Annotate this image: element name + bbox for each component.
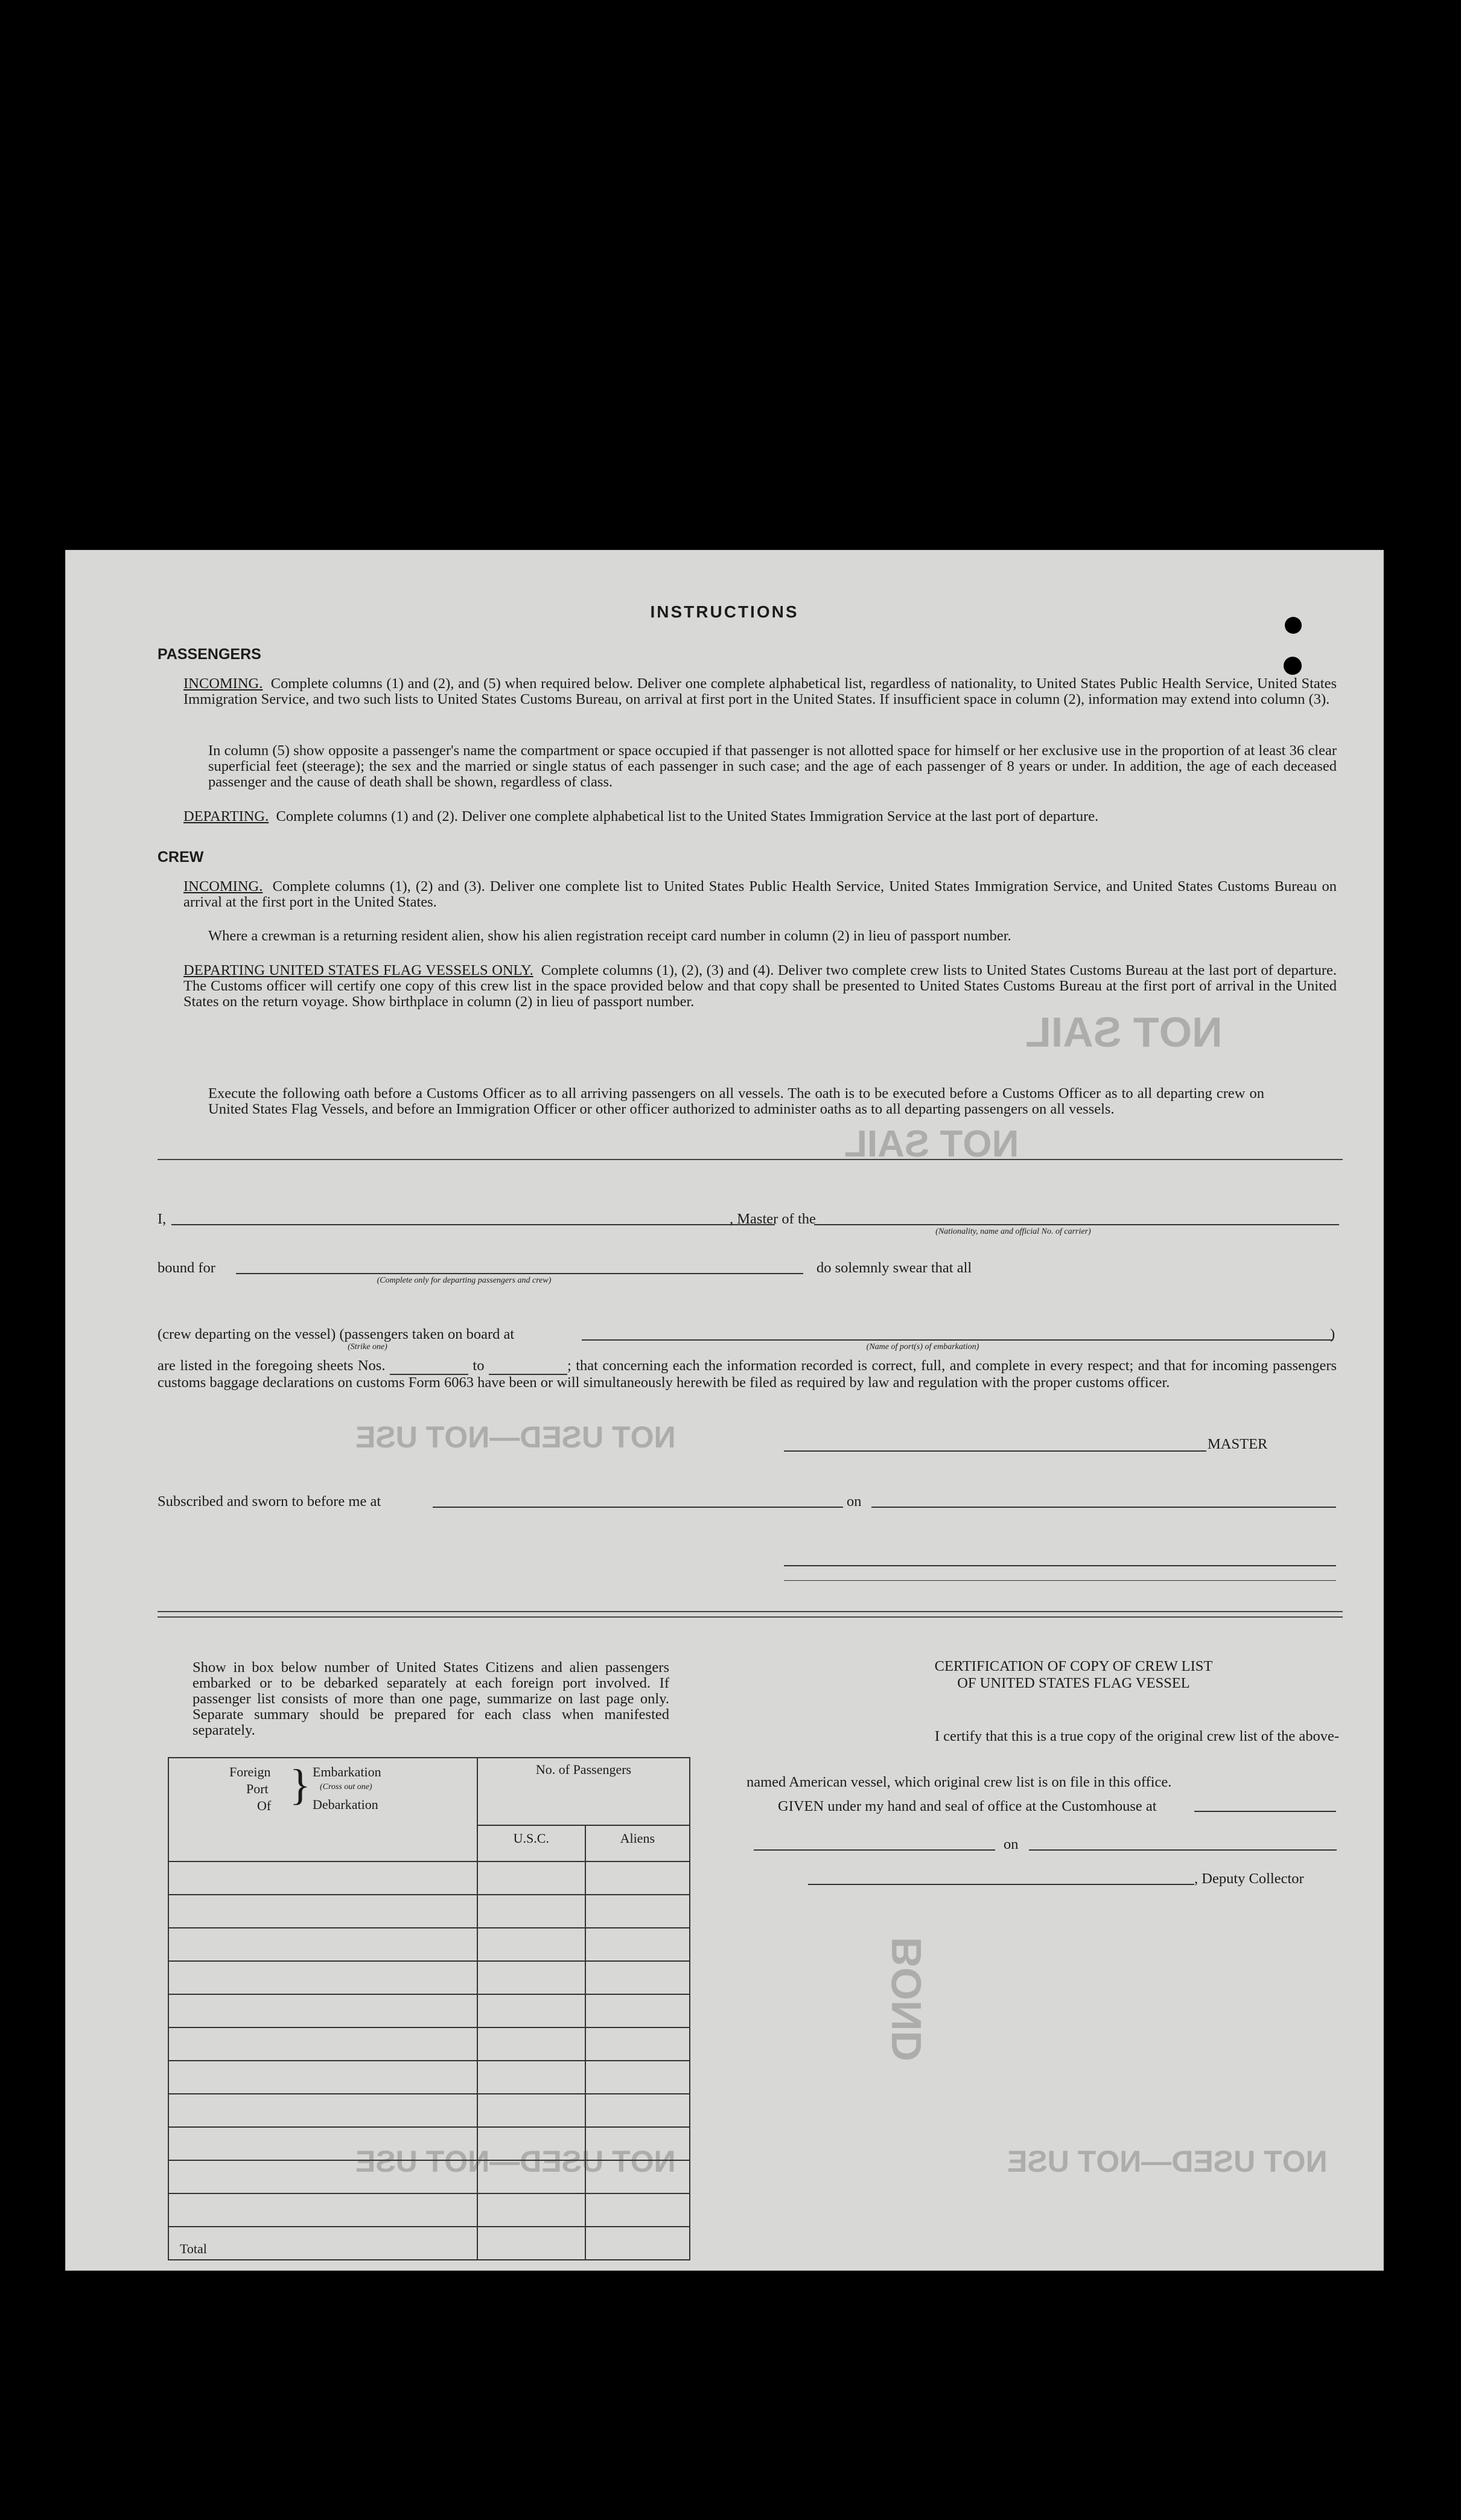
port-label: Port [246,1781,269,1796]
table-row [168,1928,690,1961]
bleed-through-not-sail-1: NOT SAIL [1025,1009,1223,1056]
crew-departing-text: Complete columns (1), (2), (3) and (4). Deliver two complete crew lists to United States Customs Bureau at the last port of departure. The Customs officer will certify one copy of this crew list in the space provided below and that copy shall be presented to United States Customs Bureau at the first port of arrival in the United States on the return voyage. Show birthplace in column (2) in lieu of passport number. [183,962,1337,1010]
certification-heading-2: OF UNITED STATES FLAG VESSEL [957,1675,1190,1691]
cross-out-caption: (Cross out one) [320,1782,372,1791]
table-row [168,2027,690,2061]
port-cell[interactable] [168,1861,477,1895]
aliens-cell[interactable] [585,1895,690,1928]
of-label: Of [257,1798,272,1813]
usc-cell[interactable] [477,2127,585,2160]
section-double-rule-bottom [158,1616,1343,1618]
document-page [65,550,1384,2271]
usc-cell[interactable] [477,2193,585,2227]
port-cell[interactable] [168,1994,477,2027]
passengers-incoming-text: Complete columns (1) and (2), and (5) when required below. Deliver one complete alphabetical list, regardless of nationality, to United States Public Health Service, United States Immigration Service, and two such lists to United States Customs Bureau, on arrival at first port in the United States. If insufficient space in column (2), information may extend into column (3). [183,675,1337,707]
table-row [168,2127,690,2160]
oath-i-label: I, [158,1211,167,1227]
usc-cell[interactable] [477,2160,585,2193]
certification-line-2: named American vessel, which original crew list is on file in this office. [746,1774,1172,1790]
bound-for-field[interactable] [236,1273,803,1274]
debarkation-label: Debarkation [313,1797,378,1812]
deputy-collector-label: , Deputy Collector [1194,1871,1304,1887]
oath-intro-paragraph: Execute the following oath before a Customs Officer as to all arriving passengers on all vessels. The oath is to be executed before a Customs Officer as to all departing crew on United States Flag Vessels, and before an Immigration Officer or other officer authorized to administer oaths as to all departing passengers on all vessels. [208,1085,1264,1117]
master-signature-field[interactable] [784,1450,1206,1452]
port-cell[interactable] [168,1895,477,1928]
usc-cell[interactable] [477,2094,585,2127]
sheet-to-field[interactable] [489,1358,567,1375]
usc-cell[interactable] [477,2027,585,2061]
usc-cell[interactable] [477,1928,585,1961]
certification-heading-1: CERTIFICATION OF COPY OF CREW LIST [934,1658,1213,1674]
port-cell[interactable] [168,2193,477,2227]
sheet-from-field[interactable] [390,1358,468,1375]
aliens-cell[interactable] [585,2160,690,2193]
subscribed-label: Subscribed and sworn to before me at [158,1493,381,1510]
port-cell[interactable] [168,1928,477,1961]
no-of-passengers-header: No. of Passengers [477,1758,690,1825]
solemnly-swear-text: do solemnly swear that all [816,1260,972,1276]
crew-heading: CREW [158,849,204,866]
usc-cell[interactable] [477,1861,585,1895]
crew-resident-paragraph: Where a crewman is a returning resident alien, show his alien registration receipt card number in column (2) in lieu of passport number. [208,928,1011,944]
aliens-header: Aliens [585,1825,690,1861]
certification-line-1: I certify that this is a true copy of the original crew list of the above- [934,1728,1339,1744]
summary-instructions: Show in box below number of United States Citizens and alien passengers embarked or to be debarked separately at each foreign port involved. If passenger list consists of more than one page, summarize on last page only. Separate summary should be prepared for each class when manifested separately. [193,1659,669,1738]
crew-departing-label: DEPARTING UNITED STATES FLAG VESSELS ONLY. [183,962,533,978]
name-port-caption: (Name of port(s) of embarkation) [866,1342,979,1351]
sworn-at-field[interactable] [433,1507,843,1508]
master-name-field[interactable] [171,1224,775,1225]
crew-departing-paragraph [183,963,1337,1010]
complete-only-caption: (Complete only for departing passengers and crew) [377,1276,552,1285]
usc-header: U.S.C. [477,1825,585,1861]
total-label: Total [168,2227,477,2260]
that-concerning-text: ; that concerning each the information recorded is correct, full, and complete in every respect; and that for incoming passengers customs baggage declarations on customs Form 6063 have been or will simultaneously herewith be filed as required by law and regulation with the proper customs officer. [158,1357,1337,1391]
foreign-label: Foreign [229,1764,271,1779]
certification-place-field[interactable] [754,1849,995,1851]
usc-cell[interactable] [477,2061,585,2094]
close-paren: ) [1330,1326,1335,1342]
aliens-cell[interactable] [585,2061,690,2094]
bleed-through-not-used-2: NOT USED—NOT USE [355,2145,676,2178]
crew-incoming-label: INCOMING. [183,878,263,895]
passengers-departing-text: Complete columns (1) and (2). Deliver one complete alphabetical list to the United States Immigration Service at the last port of departure. [276,808,1099,825]
usc-cell[interactable] [477,1895,585,1928]
aliens-cell[interactable] [585,1861,690,1895]
master-of-the-label: , Master of the [730,1211,816,1227]
aliens-cell[interactable] [585,2027,690,2061]
table-row [168,2160,690,2193]
section-double-rule-top [158,1611,1343,1612]
total-row [168,2227,690,2260]
bleed-through-not-sail-2: NOT SAIL [844,1123,1019,1165]
certification-date-field[interactable] [1029,1849,1337,1851]
are-listed-paragraph [158,1358,1337,1391]
passengers-departing-paragraph [183,809,1337,825]
customhouse-field[interactable] [1194,1811,1336,1812]
crew-incoming-text: Complete columns (1), (2) and (3). Deliver one complete list to United States Public Health Service, United States Immigration Service, and United States Customs Bureau on arrival at the first port in the United States. [183,878,1337,910]
aliens-cell[interactable] [585,2193,690,2227]
punch-hole-2 [1284,657,1302,675]
sworn-on-field[interactable] [871,1507,1336,1508]
crew-departing-text: (crew departing on the vessel) (passengers taken on board at [158,1326,515,1342]
master-label: MASTER [1208,1436,1268,1452]
bleed-through-bond: BOND [883,1936,931,2062]
passengers-heading: PASSENGERS [158,646,261,663]
aliens-cell[interactable] [585,2127,690,2160]
are-listed-text: are listed in the foregoing sheets Nos. [158,1357,386,1374]
oath-top-rule [158,1159,1343,1160]
table-row [168,2061,690,2094]
port-cell[interactable] [168,2127,477,2160]
deputy-collector-signature-field[interactable] [808,1884,1194,1885]
certification-line-3: GIVEN under my hand and seal of office at the Customhouse at [778,1798,1157,1814]
table-row [168,2193,690,2227]
port-header [168,1758,477,1861]
passengers-incoming-paragraph [183,676,1337,707]
aliens-cell[interactable] [585,1928,690,1961]
page-title: INSTRUCTIONS [650,602,799,621]
officer-signature-field-1[interactable] [784,1565,1336,1566]
bleed-through-not-used-3: NOT USED—NOT USE [1007,2145,1328,2178]
nationality-caption: (Nationality, name and official No. of carrier) [935,1227,1091,1236]
total-usc-cell[interactable] [477,2227,585,2260]
port-cell[interactable] [168,2094,477,2127]
passengers-column5-paragraph: In column (5) show opposite a passenger's name the compartment or space occupied if that passenger is not allotted space for himself or her exclusive use in the proportion of at least 36 clear superficial feet (steerage); the sex and the married or single status of each passenger in such case; and the age of each passenger of 8 years or under. In addition, the age of each deceased passenger and the cause of death shall be shown, regardless of class. [208,742,1337,790]
passenger-summary-table [168,1757,690,2260]
certification-on-label: on [1004,1836,1019,1852]
table-row [168,1994,690,2027]
table-row [168,1895,690,1928]
passengers-incoming-label: INCOMING. [183,675,263,692]
aliens-cell[interactable] [585,2094,690,2127]
vessel-field[interactable] [814,1224,1339,1225]
table-row [168,1861,690,1895]
aliens-cell[interactable] [585,1961,690,1994]
port-cell[interactable] [168,2027,477,2061]
passengers-departing-label: DEPARTING. [183,808,269,825]
port-cell[interactable] [168,1961,477,1994]
table-row [168,2094,690,2127]
total-aliens-cell[interactable] [585,2227,690,2260]
crew-incoming-paragraph [183,879,1337,910]
strike-one-caption: (Strike one) [348,1342,387,1351]
bleed-through-not-used-1: NOT USED—NOT USE [355,1420,676,1454]
officer-signature-field-2[interactable] [784,1580,1336,1581]
brace-icon: } [290,1761,311,1809]
port-cell[interactable] [168,2160,477,2193]
aliens-cell[interactable] [585,1994,690,2027]
port-cell[interactable] [168,2061,477,2094]
usc-cell[interactable] [477,1961,585,1994]
to-label: to [473,1357,485,1374]
embarkation-label: Embarkation [313,1764,381,1779]
usc-cell[interactable] [477,1994,585,2027]
table-row [168,1961,690,1994]
bound-for-label: bound for [158,1260,215,1276]
port-of-embarkation-field[interactable] [582,1339,1333,1341]
sworn-on-label: on [847,1493,862,1510]
